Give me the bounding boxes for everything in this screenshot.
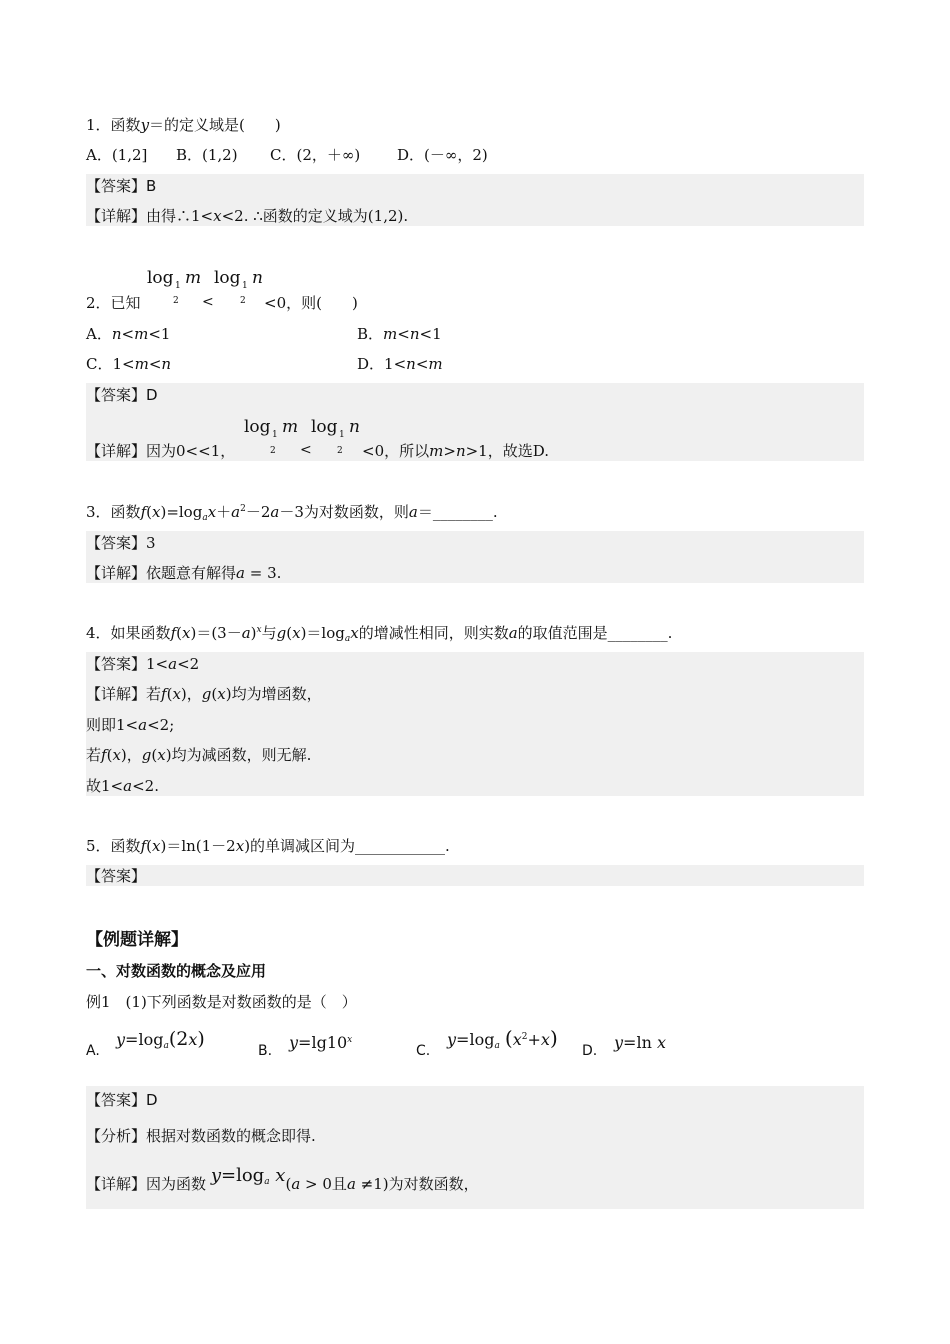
- q4-answer-block: [86, 652, 864, 796]
- q2-option-b: B．m<n<1: [357, 325, 442, 343]
- ex1-option-a-formula: y=loga(2x): [116, 1028, 205, 1051]
- question-number: 3．: [86, 503, 111, 521]
- q5-answer-block: [86, 865, 864, 886]
- q4-detail-line-3: 若f(x)，g(x)均为减函数，则无解.: [86, 746, 312, 764]
- ex1-option-d-label: D.: [582, 1043, 598, 1059]
- ex1-option-a-label: A.: [86, 1043, 100, 1059]
- q1-detail: 【详解】由得∴1<x<2. ∴函数的定义域为(1,2).: [86, 207, 409, 225]
- ex1-option-d-formula: y=ln x: [614, 1033, 666, 1052]
- q3-detail: 【详解】依题意有解得a = 3.: [86, 564, 282, 582]
- q2-option-d: D．1<n<m: [357, 355, 443, 373]
- ex1-option-b-formula: $y=\lg 10^x$: [289, 1033, 353, 1052]
- q2-answer: 【答案】D: [86, 386, 158, 404]
- q2-option-a: A．n<m<1: [86, 325, 171, 343]
- ex1-option-c-label: C.: [416, 1043, 431, 1059]
- q1-option-c: C．(2，＋∞): [270, 146, 361, 164]
- q1-option-a: A．(1,2]: [86, 146, 148, 164]
- q2-stem: 2．已知 <0，则( ): [86, 294, 358, 312]
- question-number: 4．: [86, 624, 111, 642]
- ex1-stem: 例1 (1)下列函数是对数函数的是（ ）: [86, 993, 357, 1011]
- q2-detail: 【详解】因为0<<1， <0，所以m>n>1，故选D.: [86, 442, 549, 460]
- q1-stem: 1．函数y＝的定义域是( ): [86, 116, 281, 134]
- q4-detail-line-2: 则即1<a<2;: [86, 716, 175, 734]
- q1-answer: 【答案】B: [86, 177, 157, 195]
- q1-options: [86, 145, 488, 165]
- question-number: 5．: [86, 837, 111, 855]
- section-subheading: 一、对数函数的概念及应用: [86, 962, 267, 980]
- ex1-answer: 【答案】D: [86, 1091, 158, 1109]
- question-number: 1．: [86, 116, 111, 134]
- ex1-option-c-formula: y=loga $(x^2+x)$: [447, 1026, 558, 1051]
- q4-detail-line-4: 故1<a<2.: [86, 777, 159, 795]
- q3-answer: 【答案】3: [86, 534, 156, 552]
- question-number: 2．: [86, 294, 111, 312]
- q5-answer: 【答案】: [86, 867, 147, 885]
- q3-stem: 3．函数$f(x)=\log_ax+a^2-2a-3$为对数函数，则a＝________.: [86, 503, 498, 523]
- q1-option-d: D．(－∞，2): [397, 146, 488, 164]
- section-heading: 【例题详解】: [86, 930, 188, 950]
- q4-answer: 【答案】1<a<2: [86, 655, 200, 673]
- q2-option-c: C．1<m<n: [86, 355, 172, 373]
- ex1-analysis: 【分析】根据对数函数的概念即得.: [86, 1127, 316, 1145]
- q4-detail-line-1: 【详解】若f(x)，g(x)均为增函数，: [86, 685, 322, 703]
- ex1-option-b-label: B.: [258, 1043, 273, 1059]
- q4-stem: 4．如果函数$f(x)=(3-a)^x$与$g(x)=\log_ax$的增减性相同，则实数a的取值范围是________.: [86, 624, 673, 644]
- q1-option-b: B．(1,2): [176, 146, 238, 164]
- ex1-detail: 【详解】因为函数 y=loga x(a > 0且a ≠1)为对数函数，: [86, 1165, 479, 1193]
- q5-stem: 5．函数f(x)＝ln(1－2x)的单调减区间为____________.: [86, 837, 450, 855]
